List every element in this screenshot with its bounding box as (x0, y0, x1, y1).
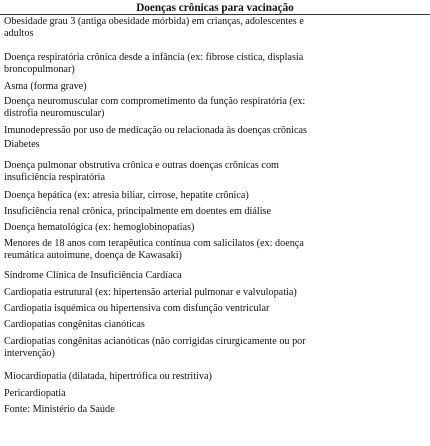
item-line: Doença respiratória crônica desde a infância (ex: fibrose cística, displasia (4, 52, 304, 63)
item-line: adultos (4, 28, 34, 40)
list-item (4, 270, 426, 282)
item-line: Asma (forma grave) (4, 81, 87, 92)
item-line: Miocardiopatia (dilatada, hipertrófica ou restritiva) (4, 371, 212, 382)
item-line: Obesidade grau 3 (antiga obesidade mórbida) em crianças, adolescentes e (4, 16, 304, 27)
item-line: Síndrome Clínica de Insuficiência Cardíaca (4, 270, 182, 281)
item-line: distrofia neuromuscular) (4, 108, 105, 120)
list-item (4, 190, 426, 202)
item-line: insuficiência respiratória (4, 172, 105, 184)
item-line: broncopulmonar) (4, 64, 75, 76)
source-note (4, 404, 426, 416)
list-item (4, 371, 426, 383)
list-item (4, 287, 426, 299)
source-line: Fonte: Ministério da Saúde (4, 404, 115, 415)
item-line: Insuficiência renal crônica, principalmente em doentes em diálise (4, 206, 272, 217)
item-line: Doença neuromuscular com comprometimento da função respiratória (ex: (4, 96, 306, 107)
list-item (4, 139, 426, 151)
item-line: Doença hematológica (ex: hemoglobinopatias) (4, 222, 195, 233)
list-item (4, 81, 426, 93)
item-line: reumática autoimune, doença de Kawasaki) (4, 250, 182, 262)
item-line: intervenção) (4, 348, 55, 360)
item-line: Cardiopatias congênitas cianóticas (4, 319, 145, 330)
list-item (4, 222, 426, 234)
item-line: Imunodepressão por uso de medicação ou relacionada às doenças crônicas (4, 125, 307, 136)
document-title: Doenças crônicas para vacinação (136, 2, 294, 14)
list-item (4, 238, 426, 262)
item-line: Doença hepática (ex: atresia biliar, cirrose, hepatite crônica) (4, 190, 249, 201)
list-item (4, 336, 426, 360)
list-item (4, 16, 426, 40)
item-line: Cardiopatia estrutural (ex: hipertensão arterial pulmonar e valvulopatia) (4, 287, 297, 298)
item-line: Menores de 18 anos com terapêutica contínua com salicilatos (ex: doença (4, 238, 304, 249)
list-item (4, 96, 426, 120)
list-item (4, 206, 426, 218)
item-line: Cardiopatias congênitas acianóticas (não corrigidas cirurgicamente ou por (4, 336, 306, 347)
item-line: Cardiopatia isquémica ou hipertensiva com disfunção ventricular (4, 303, 270, 314)
item-line: Doença pulmonar obstrutiva crônica e outras doenças crônicas com (4, 160, 279, 171)
item-line: Diabetes (4, 139, 40, 150)
list-item (4, 388, 426, 400)
list-item (4, 160, 426, 184)
list-item (4, 52, 426, 76)
list-item (4, 319, 426, 331)
list-item (4, 303, 426, 315)
list-item (4, 125, 426, 137)
title-divider (0, 14, 430, 15)
item-line: Pericardiopatia (4, 388, 66, 399)
